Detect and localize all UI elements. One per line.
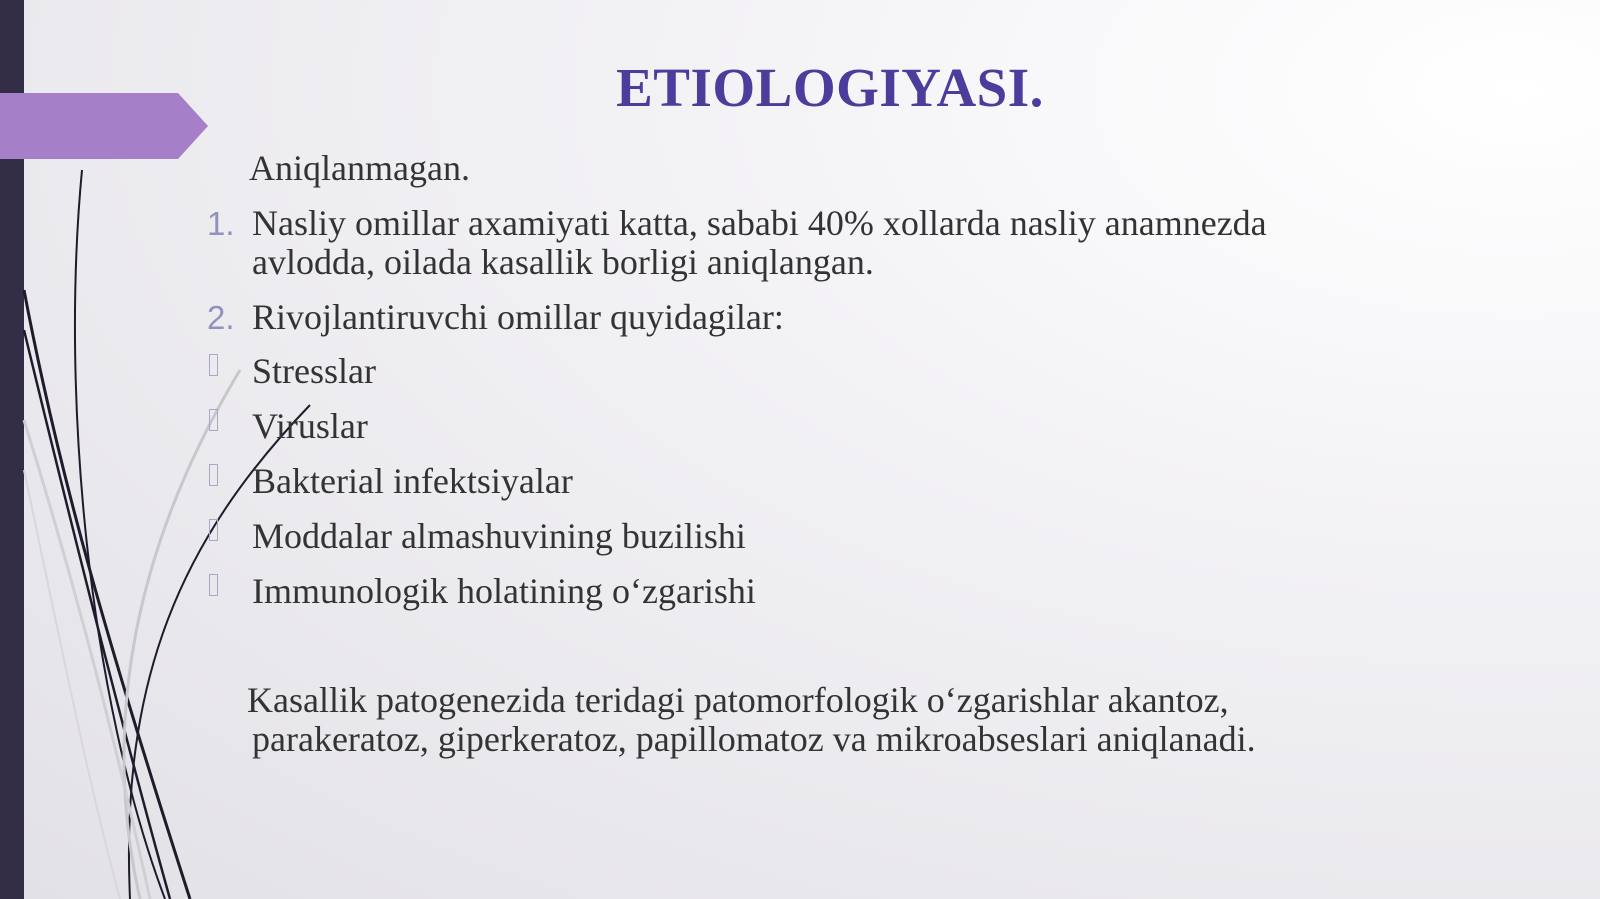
- list-number-1: 1.: [207, 205, 235, 242]
- bullet-item: Stresslar: [252, 351, 376, 391]
- conclusion-line-2: parakeratoz, giperkeratoz, papillomatoz va mikroabseslari aniqlanadi.: [252, 719, 1256, 759]
- bullet-icon: [209, 574, 218, 596]
- arrow-banner-icon: [0, 93, 210, 159]
- list-number-2: 2.: [207, 299, 235, 336]
- conclusion-line-1: Kasallik patogenezida teridagi patomorfologik o‘zgarishlar akantoz,: [247, 680, 1229, 720]
- bullet-icon: [209, 464, 218, 486]
- bullet-item: Moddalar almashuvining buzilishi: [252, 516, 746, 556]
- list-item-1-line-1: Nasliy omillar axamiyati katta, sababi 40% xollarda nasliy anamnezda: [252, 203, 1267, 243]
- bullet-item: Immunologik holatining o‘zgarishi: [252, 571, 756, 611]
- list-item-1-line-2: avlodda, oilada kasallik borligi aniqlangan.: [252, 242, 874, 282]
- bullet-icon: [209, 354, 218, 376]
- bullet-icon: [209, 519, 218, 541]
- slide-title: ETIOLOGIYASI.: [616, 57, 1044, 118]
- list-item-2-line-1: Rivojlantiruvchi omillar quyidagilar:: [252, 297, 784, 337]
- bullet-item: Bakterial infektsiyalar: [252, 461, 573, 501]
- bullet-item: Viruslar: [252, 406, 368, 446]
- intro-text: Aniqlanmagan.: [249, 148, 470, 188]
- bullet-icon: [209, 409, 218, 431]
